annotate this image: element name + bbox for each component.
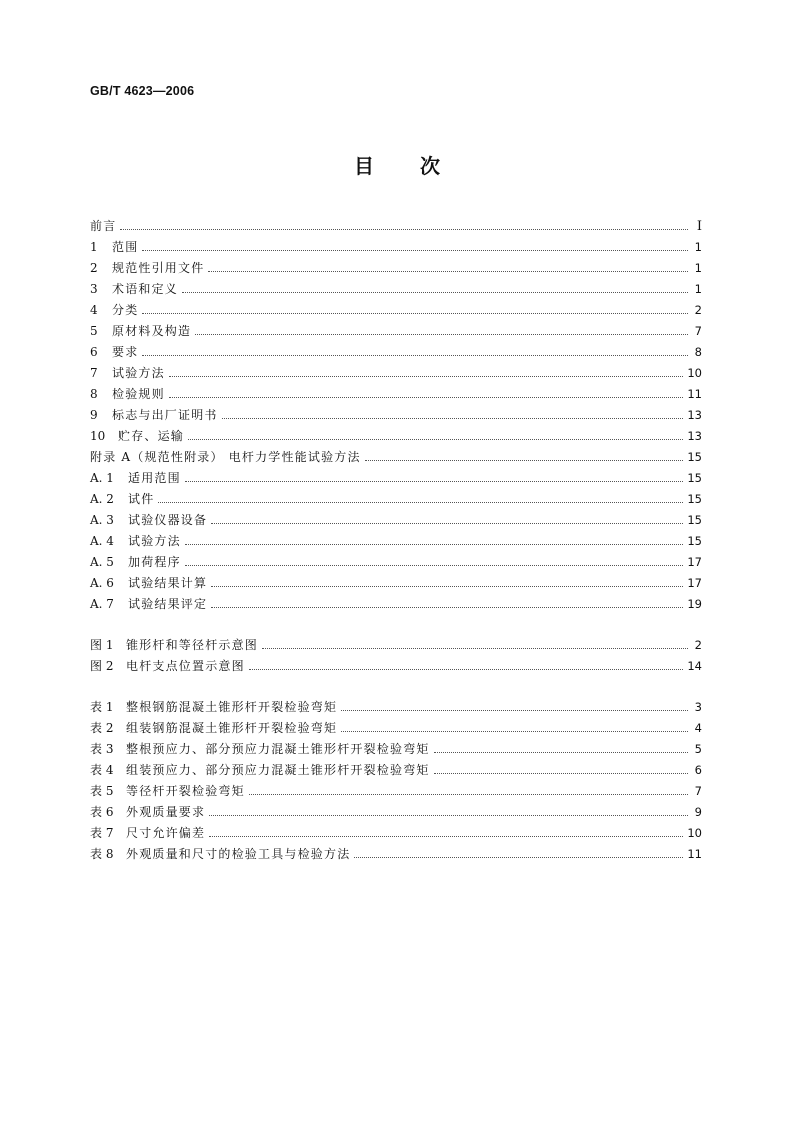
toc-entry-number: 表 4 xyxy=(90,763,114,777)
toc-entry-page: I xyxy=(696,219,702,234)
dot-leader xyxy=(142,313,688,314)
toc-entry[interactable] xyxy=(90,489,702,510)
dot-leader xyxy=(120,229,688,230)
dot-leader xyxy=(158,502,683,503)
toc-entry[interactable] xyxy=(90,216,702,237)
dot-leader xyxy=(195,334,688,335)
toc-entry-number: 表 8 xyxy=(90,847,114,861)
toc-entry[interactable] xyxy=(90,384,702,405)
toc-entry[interactable] xyxy=(90,321,702,342)
toc-entry-page: 17 xyxy=(687,576,702,590)
toc-entry-number: 图 2 xyxy=(90,659,114,673)
dot-leader xyxy=(434,773,688,774)
toc-entry-title: 标志与出厂证明书 xyxy=(112,408,218,422)
toc-entry-number: 表 2 xyxy=(90,721,114,735)
toc-entry-number: 3 xyxy=(90,282,98,296)
toc-entry-title: 试验仪器设备 xyxy=(128,513,208,527)
toc-entry-title: 试验结果计算 xyxy=(128,576,208,590)
dot-leader xyxy=(249,669,684,670)
toc-entry-page: 11 xyxy=(687,847,702,861)
toc-entry-number: 6 xyxy=(90,345,98,359)
toc-entry-number: A. 3 xyxy=(90,513,114,527)
toc-entry[interactable] xyxy=(90,573,702,594)
toc-entry[interactable] xyxy=(90,823,702,844)
dot-leader xyxy=(211,523,683,524)
toc-entry-page: 13 xyxy=(687,408,702,422)
standard-code: GB/T 4623—2006 xyxy=(90,84,195,98)
toc-entry[interactable] xyxy=(90,760,702,781)
toc-entry-title: 试验方法 xyxy=(112,366,165,380)
page-title xyxy=(0,150,794,179)
title-char-2: 次 xyxy=(420,154,440,178)
dot-leader xyxy=(185,544,684,545)
dot-leader xyxy=(169,376,684,377)
dot-leader xyxy=(188,439,683,440)
toc-entry-number: 9 xyxy=(90,408,98,422)
title-char-1: 目 xyxy=(354,154,374,178)
toc-entry-page: 11 xyxy=(687,387,702,401)
toc-entry-title: 整根预应力、部分预应力混凝土锥形杆开裂检验弯矩 xyxy=(126,742,430,756)
toc-entry-page: 6 xyxy=(694,763,702,777)
toc-entry-page: 15 xyxy=(687,450,702,464)
toc-entry-number: 2 xyxy=(90,261,98,275)
dot-leader xyxy=(209,836,683,837)
toc-entry-title: 试验方法 xyxy=(128,534,181,548)
toc-entry-title: 范围 xyxy=(112,240,139,254)
toc-entry-number: 表 3 xyxy=(90,742,114,756)
dot-leader xyxy=(341,710,688,711)
toc-entry-title: 电杆支点位置示意图 xyxy=(126,659,245,673)
toc-entry-page: 19 xyxy=(687,597,702,611)
toc-entry[interactable] xyxy=(90,718,702,739)
toc-entry-number: 1 xyxy=(90,240,98,254)
toc-entry-page: 13 xyxy=(687,429,702,443)
toc-entry[interactable] xyxy=(90,844,702,865)
toc-entry-page: 1 xyxy=(694,261,702,275)
toc-entry-number: A. 4 xyxy=(90,534,114,548)
dot-leader xyxy=(211,607,683,608)
toc-entry-page: 1 xyxy=(694,282,702,296)
toc-entry-number: A. 2 xyxy=(90,492,114,506)
toc-entry[interactable] xyxy=(90,300,702,321)
toc-entry[interactable] xyxy=(90,405,702,426)
toc-entry-title: 附录 A（规范性附录） 电杆力学性能试验方法 xyxy=(90,450,361,464)
dot-leader xyxy=(365,460,684,461)
dot-leader xyxy=(182,292,688,293)
toc-entry[interactable] xyxy=(90,363,702,384)
dot-leader xyxy=(354,857,683,858)
toc-entry-page: 14 xyxy=(687,659,702,673)
toc-entry-page: 4 xyxy=(694,721,702,735)
toc-entry-title: 要求 xyxy=(112,345,139,359)
toc-entry-number: 表 1 xyxy=(90,700,114,714)
section-list xyxy=(90,216,702,615)
toc-entry-page: 5 xyxy=(694,742,702,756)
toc-entry-page: 3 xyxy=(694,700,702,714)
dot-leader xyxy=(185,565,684,566)
toc-entry-title: 组装预应力、部分预应力混凝土锥形杆开裂检验弯矩 xyxy=(126,763,430,777)
dot-leader xyxy=(262,648,688,649)
toc-entry[interactable] xyxy=(90,697,702,718)
figure-list xyxy=(90,635,702,677)
toc-entry-number: A. 7 xyxy=(90,597,114,611)
toc-entry[interactable] xyxy=(90,342,702,363)
toc-entry[interactable] xyxy=(90,739,702,760)
dot-leader xyxy=(209,815,688,816)
table-list xyxy=(90,697,702,865)
dot-leader xyxy=(142,355,688,356)
toc-entry-title: 贮存、运输 xyxy=(118,429,185,443)
toc-entry-title: 前言 xyxy=(90,219,117,233)
toc-entry-page: 1 xyxy=(694,240,702,254)
toc-entry[interactable] xyxy=(90,258,702,279)
toc-entry[interactable] xyxy=(90,552,702,573)
toc-entry[interactable] xyxy=(90,781,702,802)
dot-leader xyxy=(434,752,688,753)
toc-entry[interactable] xyxy=(90,468,702,489)
table-of-contents xyxy=(90,216,702,865)
dot-leader xyxy=(185,481,684,482)
toc-entry-title: 规范性引用文件 xyxy=(112,261,205,275)
dot-leader xyxy=(169,397,684,398)
toc-entry-number: 8 xyxy=(90,387,98,401)
dot-leader xyxy=(208,271,688,272)
toc-entry-page: 10 xyxy=(687,366,702,380)
toc-entry-title: 试验结果评定 xyxy=(128,597,208,611)
toc-entry-page: 10 xyxy=(687,826,702,840)
toc-entry-title: 组装钢筋混凝土锥形杆开裂检验弯矩 xyxy=(126,721,338,735)
toc-entry-number: A. 1 xyxy=(90,471,114,485)
toc-entry[interactable] xyxy=(90,426,702,447)
toc-entry[interactable] xyxy=(90,237,702,258)
toc-entry[interactable] xyxy=(90,656,702,677)
toc-entry-number: 4 xyxy=(90,303,98,317)
toc-entry-number: 图 1 xyxy=(90,638,114,652)
toc-entry-page: 7 xyxy=(694,784,702,798)
toc-entry-title: 整根钢筋混凝土锥形杆开裂检验弯矩 xyxy=(126,700,338,714)
toc-entry-title: 外观质量和尺寸的检验工具与检验方法 xyxy=(126,847,351,861)
dot-leader xyxy=(341,731,688,732)
dot-leader xyxy=(222,418,684,419)
toc-entry-title: 适用范围 xyxy=(128,471,181,485)
dot-leader xyxy=(142,250,688,251)
toc-entry-page: 15 xyxy=(687,492,702,506)
toc-entry-number: 7 xyxy=(90,366,98,380)
toc-entry-number: 10 xyxy=(90,429,106,443)
toc-entry-page: 8 xyxy=(694,345,702,359)
dot-leader xyxy=(249,794,688,795)
toc-entry-number: 表 6 xyxy=(90,805,114,819)
toc-entry-number: 表 5 xyxy=(90,784,114,798)
toc-entry-number: A. 5 xyxy=(90,555,114,569)
toc-entry-title: 术语和定义 xyxy=(112,282,179,296)
toc-entry[interactable] xyxy=(90,279,702,300)
toc-entry-title: 等径杆开裂检验弯矩 xyxy=(126,784,245,798)
toc-entry-page: 9 xyxy=(694,805,702,819)
toc-entry-page: 15 xyxy=(687,513,702,527)
dot-leader xyxy=(211,586,683,587)
toc-entry-number: 5 xyxy=(90,324,98,338)
toc-entry[interactable] xyxy=(90,510,702,531)
toc-entry[interactable] xyxy=(90,802,702,823)
toc-entry[interactable] xyxy=(90,447,702,468)
toc-entry-page: 15 xyxy=(687,471,702,485)
toc-entry-title: 检验规则 xyxy=(112,387,165,401)
toc-entry-page: 15 xyxy=(687,534,702,548)
toc-entry-number: 表 7 xyxy=(90,826,114,840)
toc-entry-page: 7 xyxy=(694,324,702,338)
toc-entry-page: 17 xyxy=(687,555,702,569)
toc-entry-title: 原材料及构造 xyxy=(112,324,192,338)
toc-entry-title: 试件 xyxy=(128,492,155,506)
toc-entry-title: 尺寸允许偏差 xyxy=(126,826,206,840)
toc-entry-title: 外观质量要求 xyxy=(126,805,206,819)
toc-entry[interactable] xyxy=(90,594,702,615)
toc-entry-number: A. 6 xyxy=(90,576,114,590)
toc-entry[interactable] xyxy=(90,635,702,656)
toc-entry-title: 加荷程序 xyxy=(128,555,181,569)
toc-entry-page: 2 xyxy=(694,303,702,317)
toc-entry-page: 2 xyxy=(694,638,702,652)
toc-entry[interactable] xyxy=(90,531,702,552)
toc-entry-title: 分类 xyxy=(112,303,139,317)
toc-entry-title: 锥形杆和等径杆示意图 xyxy=(126,638,259,652)
